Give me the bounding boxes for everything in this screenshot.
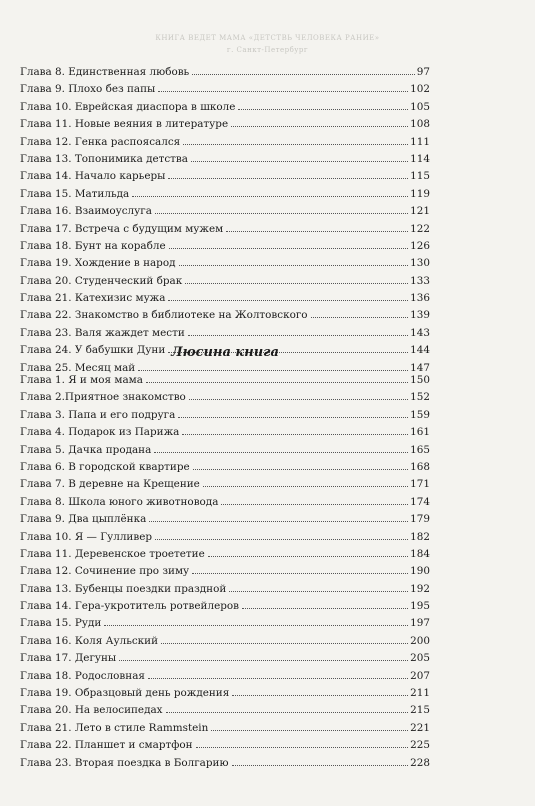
dot-leader xyxy=(232,695,408,696)
toc-entry-page: 147 xyxy=(410,361,430,374)
dot-leader xyxy=(155,539,408,540)
toc-entry-page: 122 xyxy=(410,222,430,235)
dot-leader xyxy=(238,109,408,110)
toc-entry xyxy=(20,389,430,406)
toc-entry xyxy=(20,668,430,685)
toc-entry-page: 195 xyxy=(410,600,430,613)
toc-entry-title: Глава 23. Валя жаждет мести xyxy=(20,326,185,339)
toc-entry-page: 200 xyxy=(410,634,430,647)
dot-leader xyxy=(191,161,408,162)
dot-leader xyxy=(149,521,408,522)
toc-entry-title: Глава 4. Подарок из Парижа xyxy=(20,426,180,439)
toc-entry-page: 165 xyxy=(410,443,430,456)
toc-entry-page: 171 xyxy=(410,478,430,491)
dot-leader xyxy=(242,608,408,609)
toc-entry xyxy=(20,134,430,151)
toc-entry-title: Глава 13. Бубенцы поездки праздной xyxy=(20,582,227,595)
dot-leader xyxy=(185,283,408,284)
toc-entry-title: Глава 11. Деревенское троететие xyxy=(20,547,205,560)
toc-entry-page: 139 xyxy=(410,309,430,322)
toc-entry-page: 97 xyxy=(416,66,430,78)
dot-leader xyxy=(226,231,408,232)
toc-entry xyxy=(20,81,430,98)
toc-entry-page: 228 xyxy=(410,756,430,769)
toc-entry-title: Глава 3. Папа и его подруга xyxy=(20,408,176,421)
toc-entry xyxy=(20,598,430,615)
toc-entry-page: 102 xyxy=(410,83,430,96)
toc-entry xyxy=(20,325,430,342)
toc-entry xyxy=(20,99,430,116)
section-title: Люсина книга xyxy=(171,345,279,360)
dot-leader xyxy=(182,434,408,435)
toc-entry xyxy=(20,563,430,580)
toc-entry-page: 182 xyxy=(410,530,430,543)
toc-entry-page: 133 xyxy=(410,274,430,287)
toc-entry xyxy=(20,168,430,185)
dot-leader xyxy=(192,74,415,75)
toc-part-2 xyxy=(20,372,430,772)
toc-entry-title: Глава 7. В деревне на Крещение xyxy=(20,478,200,491)
toc-entry-title: Глава 14. Начало карьеры xyxy=(20,170,166,183)
toc-entry xyxy=(20,424,430,441)
dot-leader xyxy=(168,178,408,179)
toc-entry-page: 184 xyxy=(410,547,430,560)
dot-leader xyxy=(192,573,408,574)
toc-entry-page: 152 xyxy=(410,391,430,404)
toc-entry-title: Глава 18. Бунт на корабле xyxy=(20,239,166,252)
toc-entry xyxy=(20,221,430,238)
toc-entry xyxy=(20,307,430,324)
header-bleed-line-2: г. Санкт-Петербург xyxy=(226,46,309,54)
toc-entry-title: Глава 14. Гера-укротитель ротвейлеров xyxy=(20,600,239,613)
toc-entry-page: 190 xyxy=(410,565,430,578)
toc-entry-page: 168 xyxy=(410,460,430,473)
toc-entry-title: Глава 20. На велосипедах xyxy=(20,704,163,717)
dot-leader xyxy=(154,452,408,453)
toc-entry xyxy=(20,442,430,459)
dot-leader xyxy=(196,747,409,748)
dot-leader xyxy=(221,504,408,505)
toc-entry xyxy=(20,476,430,493)
dot-leader xyxy=(211,730,408,731)
toc-entry-title: Глава 15. Матильда xyxy=(20,187,130,200)
dot-leader xyxy=(146,382,408,383)
toc-entry xyxy=(20,755,430,772)
header-bleed-line-1: КНИГА ВЕДЕТ МАМА «ДЕТСТВЬ ЧЕЛОВЕКА РАНИЕ» xyxy=(155,34,380,42)
dot-leader xyxy=(231,126,408,127)
toc-entry-title: Глава 16. Коля Аульский xyxy=(20,634,159,647)
toc-entry-title: Глава 12. Генка распоясался xyxy=(20,135,181,148)
toc-entry-title: Глава 17. Встреча с будущим мужем xyxy=(20,222,224,235)
toc-entry-title: Глава 17. Дегуны xyxy=(20,652,117,665)
toc-part-1 xyxy=(20,64,430,377)
toc-entry-page: 159 xyxy=(410,408,430,421)
toc-entry-title: Глава 11. Новые веяния в литературе xyxy=(20,118,229,131)
dot-leader xyxy=(104,625,408,626)
toc-entry xyxy=(20,546,430,563)
toc-entry-page: 197 xyxy=(410,617,430,630)
toc-entry-page: 144 xyxy=(410,344,430,357)
toc-entry xyxy=(20,255,430,272)
toc-entry-title: Глава 9. Два цыплёнка xyxy=(20,513,147,526)
toc-entry-title: Глава 24. У бабушки Дуни xyxy=(20,344,166,357)
toc-entry xyxy=(20,702,430,719)
dot-leader xyxy=(311,317,409,318)
toc-entry-title: Глава 10. Я — Гулливер xyxy=(20,530,153,543)
toc-entry xyxy=(20,151,430,168)
dot-leader xyxy=(148,678,408,679)
toc-entry-title: Глава 10. Еврейская диаспора в школе xyxy=(20,100,236,113)
toc-entry-page: 115 xyxy=(410,170,430,183)
toc-entry xyxy=(20,186,430,203)
toc-entry-title: Глава 5. Дачка продана xyxy=(20,443,152,456)
toc-entry-title: Глава 21. Лето в стиле Rammstein xyxy=(20,721,209,734)
toc-entry xyxy=(20,529,430,546)
toc-entry-page: 136 xyxy=(410,292,430,305)
toc-entry xyxy=(20,581,430,598)
toc-entry xyxy=(20,633,430,650)
toc-entry-page: 161 xyxy=(410,426,430,439)
toc-entry-title: Глава 1. Я и моя мама xyxy=(20,374,143,386)
toc-entry-page: 221 xyxy=(410,721,430,734)
toc-entry-page: 211 xyxy=(410,687,430,700)
toc-entry-page: 108 xyxy=(410,118,430,131)
toc-entry-title: Глава 6. В городской квартире xyxy=(20,460,190,473)
dot-leader xyxy=(166,712,409,713)
toc-entry-title: Глава 23. Вторая поездка в Болгарию xyxy=(20,756,229,769)
toc-entry xyxy=(20,737,430,754)
toc-entry-title: Глава 19. Образцовый день рождения xyxy=(20,687,230,700)
toc-entry-page: 121 xyxy=(410,205,430,218)
toc-entry xyxy=(20,290,430,307)
toc-entry-title: Глава 13. Топонимика детства xyxy=(20,152,188,165)
toc-entry-title: Глава 19. Хождение в народ xyxy=(20,257,176,270)
dot-leader xyxy=(178,417,408,418)
dot-leader xyxy=(229,591,408,592)
toc-entry-page: 192 xyxy=(410,582,430,595)
toc-entry xyxy=(20,407,430,424)
toc-entry xyxy=(20,273,430,290)
toc-entry xyxy=(20,720,430,737)
dot-leader xyxy=(132,196,408,197)
dot-leader xyxy=(189,399,408,400)
dot-leader xyxy=(232,765,409,766)
toc-entry xyxy=(20,64,430,81)
toc-entry-page: 215 xyxy=(410,704,430,717)
toc-entry-page: 174 xyxy=(410,495,430,508)
dot-leader xyxy=(188,335,408,336)
toc-entry-title: Глава 22. Знакомство в библиотеке на Жолтовского xyxy=(20,309,308,322)
toc-entry xyxy=(20,372,430,389)
toc-entry xyxy=(20,685,430,702)
toc-entry xyxy=(20,459,430,476)
toc-entry-page: 119 xyxy=(410,187,430,200)
dot-leader xyxy=(193,469,409,470)
toc-entry xyxy=(20,615,430,632)
toc-entry-page: 130 xyxy=(410,257,430,270)
dot-leader xyxy=(119,660,408,661)
toc-entry-title: Глава 20. Студенческий брак xyxy=(20,274,183,287)
dot-leader xyxy=(179,265,409,266)
toc-entry-title: Глава 22. Планшет и смартфон xyxy=(20,739,193,752)
toc-entry-title: Глава 8. Единственная любовь xyxy=(20,66,190,78)
toc-entry-title: Глава 2.Приятное знакомство xyxy=(20,391,186,404)
dot-leader xyxy=(183,144,408,145)
dot-leader xyxy=(155,213,408,214)
dot-leader xyxy=(138,370,408,371)
toc-entry xyxy=(20,511,430,528)
toc-entry-page: 105 xyxy=(410,100,430,113)
toc-entry-title: Глава 21. Катехизис мужа xyxy=(20,292,166,305)
toc-entry-page: 205 xyxy=(410,652,430,665)
toc-entry-page: 114 xyxy=(410,152,430,165)
toc-entry-title: Глава 15. Руди xyxy=(20,617,102,630)
toc-entry-title: Глава 8. Школа юного животновода xyxy=(20,495,219,508)
toc-entry-page: 143 xyxy=(410,326,430,339)
dot-leader xyxy=(161,643,408,644)
toc-entry xyxy=(20,650,430,667)
toc-entry-page: 126 xyxy=(410,239,430,252)
toc-entry xyxy=(20,116,430,133)
toc-entry-page: 207 xyxy=(410,669,430,682)
toc-entry-title: Глава 9. Плохо без папы xyxy=(20,83,156,96)
dot-leader xyxy=(158,91,408,92)
toc-entry-title: Глава 25. Месяц май xyxy=(20,361,136,374)
toc-entry-title: Глава 12. Сочинение про зиму xyxy=(20,565,190,578)
toc-entry-page: 111 xyxy=(410,135,430,148)
dot-leader xyxy=(208,556,408,557)
dot-leader xyxy=(168,300,408,301)
toc-entry-page: 179 xyxy=(410,513,430,526)
dot-leader xyxy=(169,248,409,249)
toc-entry xyxy=(20,238,430,255)
toc-entry xyxy=(20,494,430,511)
toc-entry xyxy=(20,203,430,220)
toc-entry-title: Глава 16. Взаимоуслуга xyxy=(20,205,152,218)
dot-leader xyxy=(203,486,408,487)
toc-entry-title: Глава 18. Родословная xyxy=(20,669,145,682)
toc-entry-page: 225 xyxy=(410,739,430,752)
toc-entry-page: 150 xyxy=(410,374,430,386)
